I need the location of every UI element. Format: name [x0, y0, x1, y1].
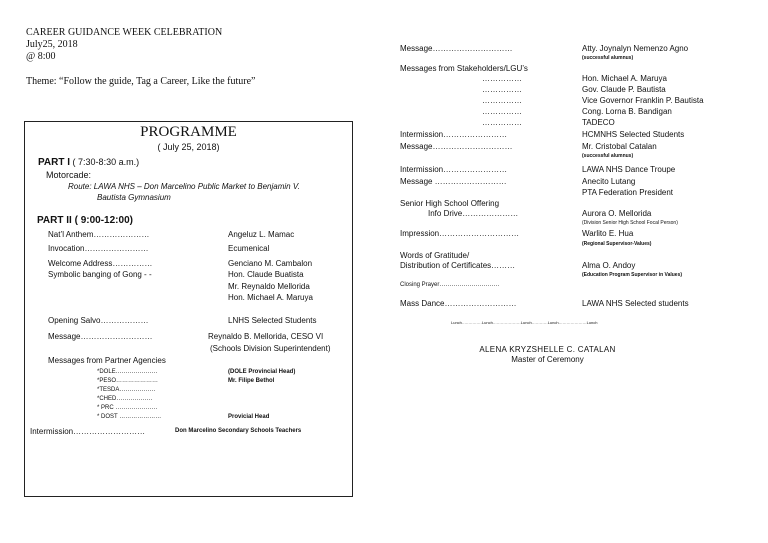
programme-item-label: Welcome Address……………	[48, 259, 153, 268]
right-row-label: Words of Gratitude/	[400, 251, 470, 260]
right-row-label: Distribution of Certificates………	[400, 261, 516, 270]
right-row-value: Cong. Lorna B. Bandigan	[582, 107, 672, 116]
right-row-value: Mr. Cristobal Catalan	[582, 142, 657, 151]
right-row-label: Mass Dance………………………	[400, 299, 517, 308]
programme-item-label: Invocation……………………	[48, 244, 149, 253]
right-row-label: ……………	[482, 96, 522, 105]
programme-item-label: Message………………………	[48, 332, 153, 341]
right-row-label: Messages from Stakeholders/LGU’s	[400, 64, 528, 73]
programme-item-value: Angeluz L. Mamac	[228, 230, 295, 239]
agency-label: *CHED………………	[97, 396, 153, 402]
part1-label: PART I	[38, 157, 71, 168]
route-line-1: Route: LAWA NHS – Don Marcelino Public Market to Benjamin V.	[68, 182, 300, 191]
right-row-label: ……………	[482, 74, 522, 83]
right-row-label: Message…………………………	[400, 142, 513, 151]
programme-item-value: LNHS Selected Students	[228, 316, 317, 325]
programme-item-value: Hon. Michael A. Maruya	[228, 293, 313, 302]
right-row-value: LAWA NHS Dance Troupe	[582, 165, 676, 174]
right-row-value: PTA Federation President	[582, 188, 674, 197]
lunch-line: Lunch……………Lunch…………………Lunch…………Lunch…………………Lunch	[451, 320, 598, 325]
agency-value: (DOLE Provincial Head)	[228, 369, 296, 375]
right-row-value: HCMNHS Selected Students	[582, 130, 685, 139]
programme-title: PROGRAMME	[140, 124, 237, 140]
right-row-value: Atty. Joynalyn Nemenzo Agno	[582, 44, 689, 53]
agency-label: *DOLE…………………	[97, 369, 158, 375]
intermission-label: Intermission………………………	[30, 427, 146, 436]
right-row-value: Anecito Lutang	[582, 177, 636, 186]
programme-item-label: Symbolic banging of Gong - -	[48, 270, 152, 279]
part1-time: ( 7:30-8:30 a.m.)	[70, 157, 140, 167]
right-row-label: ……………	[482, 107, 522, 116]
message-sub: (Schools Division Superintendent)	[210, 344, 331, 353]
intermission-value: Don Marcelino Secondary Schools Teachers	[175, 428, 302, 434]
right-row-label: Message ………………………	[400, 177, 507, 186]
agency-value: Mr. Filipe Bethol	[228, 378, 275, 384]
part2-heading	[37, 215, 133, 226]
right-row-label: Senior High School Offering	[400, 199, 500, 208]
event-time: @ 8:00	[26, 51, 56, 62]
emcee-role: Master of Ceremony	[511, 355, 584, 364]
event-date: July25, 2018	[26, 39, 78, 50]
right-row-value: Hon. Michael A. Maruya	[582, 74, 667, 83]
emcee-name: ALENA KRYZSHELLE C. CATALAN	[479, 345, 616, 354]
right-row-value: TADECO	[582, 118, 615, 127]
agency-label: * DOST …………………	[97, 414, 162, 420]
programme-item-label: Nat’l Anthem…………………	[48, 230, 150, 239]
programme-item-value: Mr. Reynaldo Mellorida	[228, 282, 310, 291]
programme-item-value: Reynaldo B. Mellorida, CESO VI	[208, 332, 324, 341]
right-row-sub: (Education Program Supervisor in Values)	[582, 272, 683, 278]
programme-item-value: Hon. Claude Buatista	[228, 270, 304, 279]
right-row-label: ……………	[482, 118, 522, 127]
right-row-value: Warlito E. Hua	[582, 229, 634, 238]
right-row-sub: (successful alumnus)	[582, 55, 634, 61]
right-row-value: Vice Governor Franklin P. Bautista	[582, 96, 704, 105]
event-title: CAREER GUIDANCE WEEK CELEBRATION	[26, 27, 223, 38]
agency-label: *TESDA………………	[97, 387, 156, 393]
right-row-label: Closing Prayer…………………………	[400, 282, 500, 288]
agency-value: Provicial Head	[228, 414, 270, 420]
right-row-label: ……………	[482, 85, 522, 94]
right-row-value: LAWA NHS Selected students	[582, 299, 689, 308]
part2-time: ( 9:00-12:00)	[71, 215, 133, 226]
right-row-label: Impression…………………………	[400, 229, 520, 238]
programme-item-label: Opening Salvo………………	[48, 316, 149, 325]
right-row-value: Alma O. Andoy	[582, 261, 636, 270]
right-row-label: Message…………………………	[400, 44, 513, 53]
right-row-value: Gov. Claude P. Bautista	[582, 85, 666, 94]
programme-item-value: Genciano M. Cambalon	[228, 259, 313, 268]
right-row-sub: (Regional Supervisor-Values)	[582, 241, 652, 247]
programme-date: ( July 25, 2018)	[157, 142, 220, 152]
part1-heading	[38, 157, 139, 168]
route-line-2: Bautista Gymnasium	[97, 193, 171, 202]
right-row-sub: (Division Senior High School Focal Person)	[582, 220, 678, 226]
programme-item-value: Ecumenical	[228, 244, 270, 253]
partners-label: Messages from Partner Agencies	[48, 356, 166, 365]
agency-label: *PESO…………………	[97, 378, 159, 384]
part2-label: PART II	[37, 215, 72, 226]
event-theme: Theme: “Follow the guide, Tag a Career, Like the future”	[26, 76, 256, 87]
right-row-value: Aurora O. Mellorida	[582, 209, 652, 218]
motorcade-label: Motorcade:	[46, 170, 92, 180]
right-row-sub: (successful alumnus)	[582, 153, 634, 159]
right-row-label: Intermission……………………	[400, 165, 508, 174]
agency-label: * PRC …………………	[97, 405, 158, 411]
right-row-label: Info Drive…………………	[428, 209, 519, 218]
right-row-label: Intermission……………………	[400, 130, 508, 139]
